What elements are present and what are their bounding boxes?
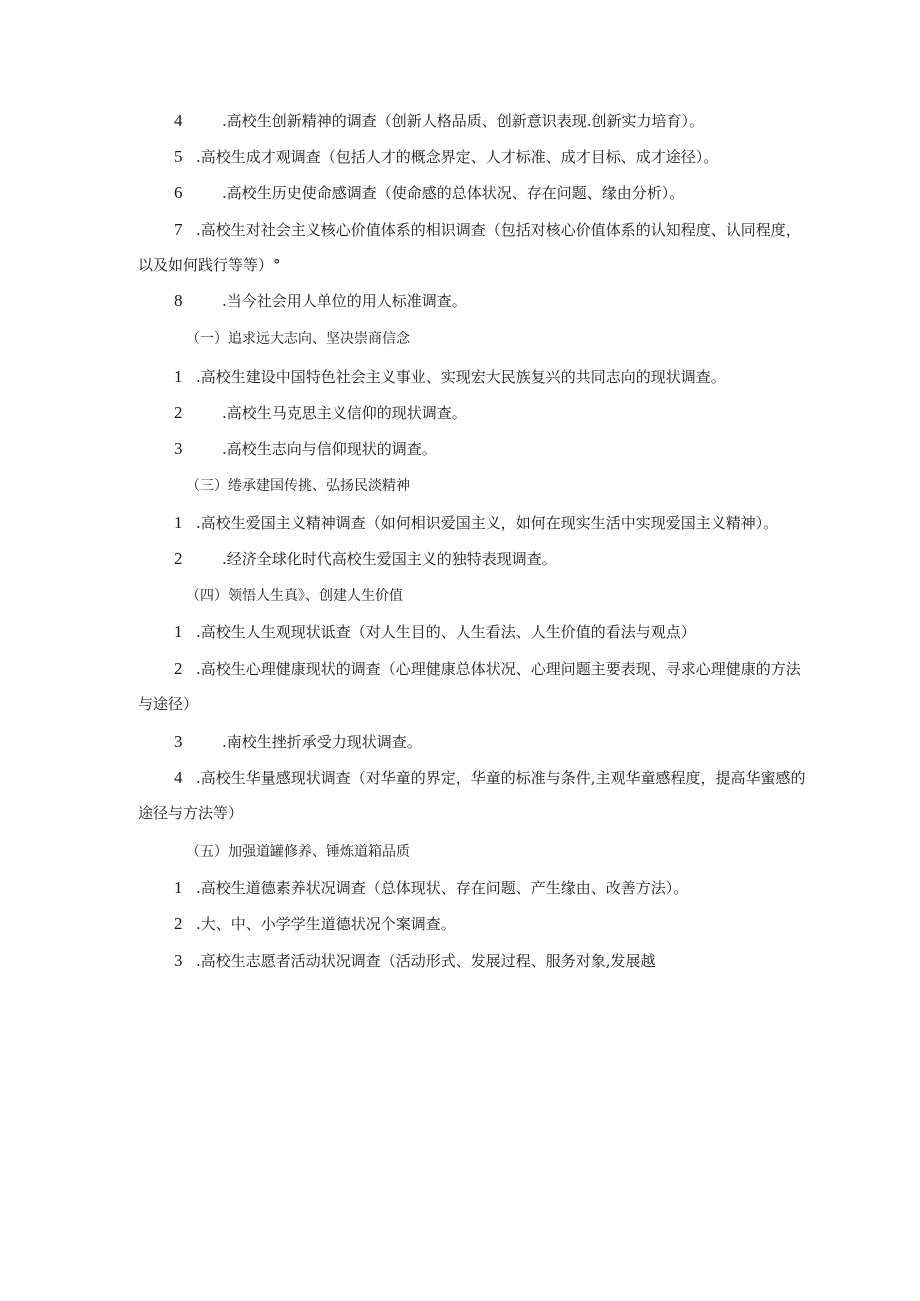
list-item [174, 659, 801, 679]
item-text: .高校生马克思主义信仰的现状调查。 [222, 404, 467, 422]
list-item [174, 513, 778, 533]
list-item-continuation [138, 694, 198, 714]
item-number: 1 [174, 878, 183, 897]
item-number: 8 [174, 291, 183, 310]
item-number: 3 [174, 439, 183, 458]
section-heading: （一）追求远大志向、坚决崇商信念 [186, 331, 410, 347]
list-item [174, 622, 696, 642]
list-item [174, 183, 684, 203]
list-item [174, 111, 704, 131]
item-number: 1 [174, 513, 183, 532]
list-item [174, 367, 726, 387]
section-heading: （三）绻承建国传挑、弘扬民淡精神 [186, 478, 410, 494]
item-text: .大、中、小学学生道德状况个案调查。 [196, 915, 456, 933]
item-number: 7 [174, 220, 183, 239]
section-heading: （四）领悟人生真》、创建人生价值 [186, 588, 403, 604]
item-number: 4 [174, 768, 183, 787]
item-text-continued: 以及如何践行等等）° [138, 256, 281, 274]
list-item [174, 291, 467, 311]
item-text: .高校生华量感现状调查（对华童的界定，华童的标准与条件,主观华童感程度，提高华蜜感的 [196, 769, 806, 787]
item-text: .高校生对社会主义核心价值体系的相识调查（包括对核心价值体系的认知程度、认同程度， [196, 221, 801, 239]
item-number: 6 [174, 183, 183, 202]
item-number: 2 [174, 549, 183, 568]
list-item [174, 403, 467, 423]
list-item [174, 220, 801, 240]
item-text: .高校生爱国主义精神调查（如何相识爱国主义，如何在现实生活中实现爱国主义精神）。 [196, 514, 779, 532]
item-text: .南校生挫折承受力现状调查。 [222, 733, 422, 751]
item-number: 1 [174, 367, 183, 386]
item-text: .高校生建设中国特色社会主义事业、实现宏大民族复兴的共同志向的现状调查。 [196, 368, 726, 386]
list-item [174, 439, 437, 459]
list-item [174, 732, 422, 752]
item-number: 1 [174, 622, 183, 641]
item-number: 3 [174, 732, 183, 751]
item-number: 2 [174, 403, 183, 422]
item-text: .高校生成才观调查（包括人才的概念界定、人才标准、成才目标、成才途径）。 [196, 148, 719, 166]
item-text: .高校生人生观现状诋查（对人生目的、人生看法、人生价值的看法与观点） [196, 623, 696, 641]
item-number: 5 [174, 147, 183, 166]
list-item [174, 549, 557, 569]
list-item [174, 951, 656, 971]
list-item-continuation [138, 255, 281, 275]
item-number: 3 [174, 951, 183, 970]
list-item-continuation [138, 803, 243, 823]
list-item [174, 768, 806, 788]
item-text: .高校生历史使命感调查（使命感的总体状况、存在问题、缘由分析）。 [222, 184, 685, 202]
item-text: .高校生道德素养状况调查（总体现状、存在问题、产生缘由、改善方法）。 [196, 879, 689, 897]
item-text: .当今社会用人单位的用人标准调查。 [222, 292, 467, 310]
item-number: 2 [174, 659, 183, 678]
item-text: .高校生志向与信仰现状的调查。 [222, 440, 437, 458]
list-item [174, 878, 688, 898]
item-text: .经济全球化时代高校生爱国主义的独特表现调查。 [222, 550, 557, 568]
item-number: 2 [174, 914, 183, 933]
list-item [174, 914, 456, 934]
list-item [174, 147, 718, 167]
item-text-continued: 途径与方法等） [138, 804, 244, 822]
item-text: .高校生心理健康现状的调查（心理健康总体状况、心理问题主要表现、寻求心理健康的方法 [196, 660, 801, 678]
item-text-continued: 与途径） [138, 695, 199, 713]
item-text: .高校生创新精神的调查（创新人格品质、创新意识表现.创新实力培育）。 [222, 112, 705, 130]
item-number: 4 [174, 111, 183, 130]
section-heading: （五）加强道罐修养、锤炼道箱品质 [186, 844, 410, 860]
item-text: .高校生志愿者活动状况调查（活动形式、发展过程、服务对象,发展越 [196, 952, 656, 970]
